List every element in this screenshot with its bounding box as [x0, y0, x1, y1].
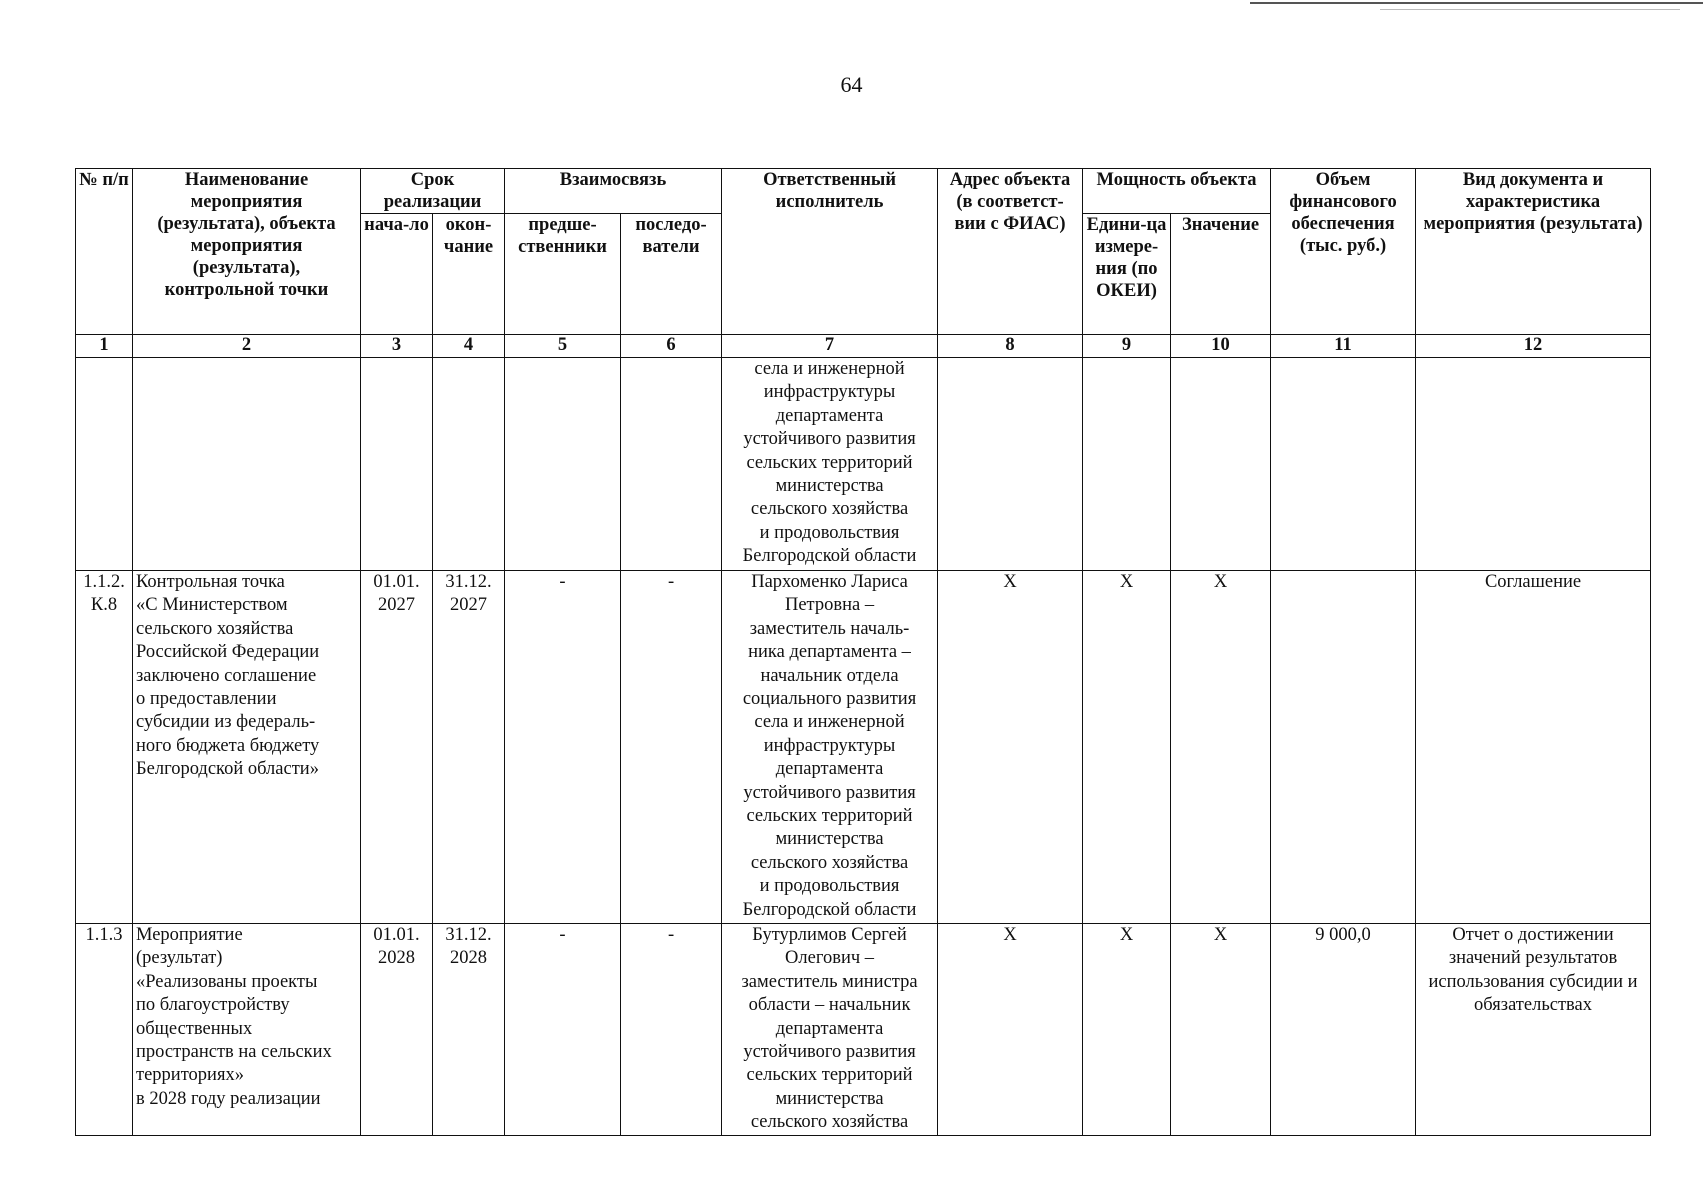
cell-predecessors: -	[505, 571, 621, 924]
scan-top-rule-thin	[1380, 9, 1680, 10]
executor-line: социального развития	[742, 689, 917, 710]
cell-doc: Отчет о достижении значений результатов использования субсидии и обязательствах	[1416, 924, 1651, 1136]
executor-line: Пархоменко Лариса	[751, 572, 908, 592]
cell-end	[433, 358, 505, 571]
column-number: 8	[938, 335, 1083, 358]
executor-line: министерства	[775, 1088, 884, 1109]
name-line: по благоустройству	[136, 995, 290, 1016]
column-number: 5	[505, 335, 621, 358]
executor-line: министерства	[775, 476, 884, 497]
column-number: 1	[76, 335, 133, 358]
executor-line: Петровна –	[784, 595, 875, 616]
name-line: субсидии из федераль-	[136, 712, 316, 733]
column-number: 7	[722, 335, 938, 358]
executor-line: начальник отдела	[760, 665, 899, 686]
executor-line: устойчивого развития	[743, 1042, 916, 1063]
column-number-row	[76, 335, 1651, 358]
header-relation: Взаимосвязь	[505, 169, 722, 214]
cell-no: 1.1.2. К.8	[76, 571, 133, 924]
cell-successors: -	[621, 924, 722, 1136]
cell-address: Х	[938, 924, 1083, 1136]
header-term-end: окон-чание	[433, 214, 505, 335]
cell-predecessors	[505, 358, 621, 571]
cell-finance	[1271, 571, 1416, 924]
table-row	[76, 358, 1651, 571]
cell-executor	[722, 571, 938, 924]
cell-doc	[1416, 358, 1651, 571]
header-successors: последо-ватели	[621, 214, 722, 335]
column-number: 11	[1271, 335, 1416, 358]
executor-line: сельского хозяйства	[750, 852, 909, 873]
cell-start: 01.01. 2027	[361, 571, 433, 924]
executor-line: устойчивого развития	[743, 429, 916, 450]
cell-value: Х	[1171, 924, 1271, 1136]
name-line: (результат)	[136, 948, 223, 969]
scan-top-rule	[1250, 2, 1703, 4]
executor-line: сельских территорий	[746, 1065, 913, 1086]
name-line: Российской Федерации	[136, 642, 320, 663]
name-line: общественных	[136, 1018, 253, 1039]
header-term: Срок реализации	[361, 169, 505, 214]
cell-address	[938, 358, 1083, 571]
header-name: Наименование мероприятия (результата), объекта мероприятия (результата), контрольной точки	[133, 169, 361, 335]
executor-line: сельских территорий	[746, 452, 913, 473]
executor-line: сельских территорий	[746, 806, 913, 827]
executor-line: департамента	[775, 405, 884, 426]
cell-end: 31.12. 2028	[433, 924, 505, 1136]
executor-line: Белгородской области	[742, 899, 917, 920]
column-number: 10	[1171, 335, 1271, 358]
cell-unit: Х	[1083, 571, 1171, 924]
table-row	[76, 924, 1651, 1136]
executor-line: области – начальник	[748, 995, 911, 1016]
name-line: заключено соглашение	[136, 665, 317, 686]
cell-name	[133, 571, 361, 924]
executor-line: сельского хозяйства	[750, 499, 909, 520]
name-line: пространств на сельских	[136, 1042, 332, 1063]
name-line: Контрольная точка	[136, 572, 285, 592]
name-line: территориях»	[136, 1065, 244, 1086]
cell-successors: -	[621, 571, 722, 924]
column-number: 12	[1416, 335, 1651, 358]
executor-line: села и инженерной	[754, 359, 905, 379]
header-executor: Ответственный исполнитель	[722, 169, 938, 335]
header-unit: Едини-ца измере-ния (по ОКЕИ)	[1083, 214, 1171, 335]
plan-table	[75, 168, 1651, 1136]
cell-executor	[722, 358, 938, 571]
executor-line: Белгородской области	[742, 546, 917, 567]
cell-executor	[722, 924, 938, 1136]
cell-no: 1.1.3	[76, 924, 133, 1136]
executor-line: и продовольствия	[759, 522, 900, 543]
column-number: 2	[133, 335, 361, 358]
executor-line: департамента	[775, 759, 884, 780]
name-line: Мероприятие	[136, 925, 243, 945]
cell-unit: Х	[1083, 924, 1171, 1136]
name-line: сельского хозяйства	[136, 618, 294, 639]
name-line: Белгородской области»	[136, 759, 319, 780]
cell-name	[133, 358, 361, 571]
cell-start: 01.01. 2028	[361, 924, 433, 1136]
header-row-1	[76, 169, 1651, 214]
cell-name	[133, 924, 361, 1136]
header-value: Значение	[1171, 214, 1271, 335]
executor-line: инфраструктуры	[763, 382, 896, 403]
header-term-start: нача-ло	[361, 214, 433, 335]
column-number: 4	[433, 335, 505, 358]
executor-line: департамента	[775, 1018, 884, 1039]
executor-line: села и инженерной	[754, 712, 905, 733]
cell-doc: Соглашение	[1416, 571, 1651, 924]
executor-line: министерства	[775, 829, 884, 850]
cell-unit	[1083, 358, 1171, 571]
cell-value	[1171, 358, 1271, 571]
executor-line: Бутурлимов Сергей	[752, 925, 907, 945]
column-number: 9	[1083, 335, 1171, 358]
executor-line: устойчивого развития	[743, 782, 916, 803]
name-line: «Реализованы проекты	[136, 971, 318, 992]
executor-line: и продовольствия	[759, 876, 900, 897]
cell-predecessors: -	[505, 924, 621, 1136]
executor-line: сельского хозяйства	[750, 1112, 909, 1133]
cell-finance	[1271, 358, 1416, 571]
executor-line: ника департамента –	[748, 642, 911, 663]
cell-start	[361, 358, 433, 571]
column-number: 3	[361, 335, 433, 358]
executor-line: инфраструктуры	[763, 735, 896, 756]
cell-finance: 9 000,0	[1271, 924, 1416, 1136]
page-number: 64	[840, 72, 863, 97]
executor-line: заместитель началь-	[749, 618, 910, 639]
name-line: «С Министерством	[136, 595, 288, 616]
header-no: № п/п	[76, 169, 133, 335]
cell-value: Х	[1171, 571, 1271, 924]
table-row	[76, 571, 1651, 924]
header-capacity: Мощность объекта	[1083, 169, 1271, 214]
column-number: 6	[621, 335, 722, 358]
cell-no	[76, 358, 133, 571]
executor-line: заместитель министра	[741, 971, 918, 992]
header-predecessors: предше-ственники	[505, 214, 621, 335]
name-line: в 2028 году реализации	[136, 1088, 321, 1109]
cell-end: 31.12. 2027	[433, 571, 505, 924]
header-address: Адрес объекта (в соответст-вии с ФИАС)	[938, 169, 1083, 335]
header-finance: Объем финансового обеспечения (тыс. руб.)	[1271, 169, 1416, 335]
executor-line: Олегович –	[785, 948, 875, 969]
name-line: ного бюджета бюджету	[136, 735, 320, 756]
name-line: о предоставлении	[136, 689, 277, 710]
cell-address: Х	[938, 571, 1083, 924]
cell-successors	[621, 358, 722, 571]
header-doc: Вид документа и характеристика мероприятия (результата)	[1416, 169, 1651, 335]
